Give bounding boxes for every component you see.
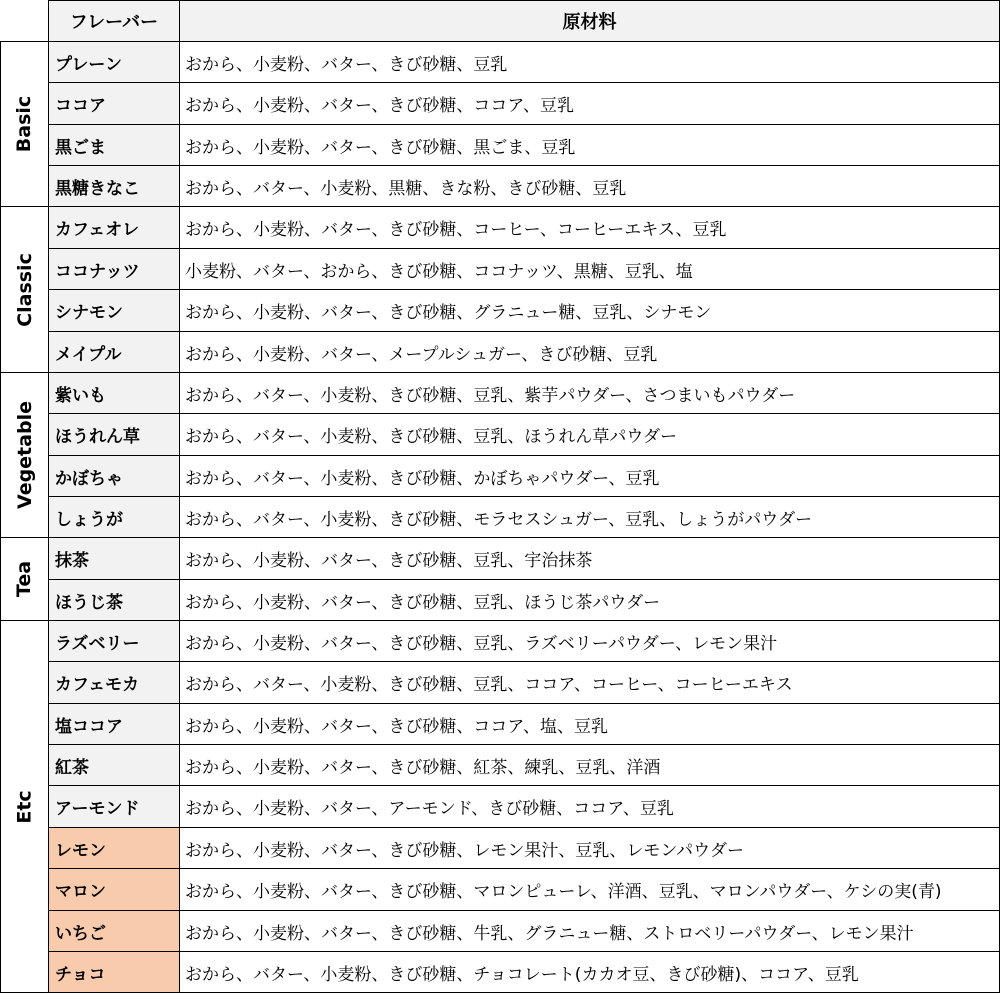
group-label-etc [0,620,49,993]
ingredients-cell: おから、バター、小麦粉、黒糖、きな粉、きび砂糖、豆乳 [179,165,1000,207]
flavor-cell: カフェオレ [48,206,180,249]
flavor-cell: 紫いも [48,372,180,414]
flavor-cell: 黒ごま [48,124,180,166]
ingredients-cell: 小麦粉、バター、おから、きび砂糖、ココナッツ、黒糖、豆乳、塩 [179,248,1000,290]
ingredients-cell: おから、小麦粉、バター、きび砂糖、ココア、豆乳 [179,82,1000,125]
flavor-cell: 黒糖きなこ [48,165,180,207]
group-label-tea [0,537,49,621]
flavor-cell: プレーン [48,41,180,83]
flavor-cell: 紅茶 [48,744,180,786]
group-label-classic [0,206,49,373]
flavor-cell: マロン [48,868,180,911]
flavor-cell: メイプル [48,331,180,373]
flavor-cell: チョコ [48,951,180,993]
ingredients-cell: おから、小麦粉、バター、きび砂糖、紅茶、練乳、豆乳、洋酒 [179,744,1000,786]
group-label-text: Classic [13,252,36,327]
ingredients-cell: おから、小麦粉、バター、きび砂糖、マロンピューレ、洋酒、豆乳、マロンパウダー、ケシの実(青) [179,868,1000,911]
ingredients-cell: おから、小麦粉、バター、メープルシュガー、きび砂糖、豆乳 [179,331,1000,373]
ingredients-cell: おから、小麦粉、バター、きび砂糖、豆乳、ほうじ茶パウダー [179,579,1000,621]
header-ingredients: 原材料 [179,0,1000,42]
ingredients-cell: おから、バター、小麦粉、きび砂糖、豆乳、紫芋パウダー、さつまいもパウダー [179,372,1000,414]
ingredients-cell: おから、小麦粉、バター、きび砂糖、豆乳 [179,41,1000,83]
ingredients-cell: おから、小麦粉、バター、きび砂糖、レモン果汁、豆乳、レモンパウダー [179,827,1000,869]
ingredients-cell: おから、バター、小麦粉、きび砂糖、かぼちゃパウダー、豆乳 [179,455,1000,497]
group-label-vegetable [0,372,49,538]
flavor-cell: いちご [48,910,180,952]
flavor-cell: 塩ココア [48,703,180,745]
group-label-text: Basic [13,95,36,153]
group-label-text: Vegetable [13,401,36,509]
ingredients-cell: おから、バター、小麦粉、きび砂糖、豆乳、ココア、コーヒー、コーヒーエキス [179,661,1000,704]
flavor-cell: ココア [48,82,180,125]
group-label-basic [0,41,49,207]
flavor-cell: ほうじ茶 [48,579,180,621]
group-label-text: Etc [13,789,36,824]
corner-cell [0,0,49,42]
flavor-cell: ラズベリー [48,620,180,662]
flavor-cell: ほうれん草 [48,413,180,456]
ingredients-cell: おから、小麦粉、バター、アーモンド、きび砂糖、ココア、豆乳 [179,785,1000,828]
flavor-cell: シナモン [48,289,180,332]
flavor-cell: アーモンド [48,785,180,828]
flavor-cell: しょうが [48,496,180,538]
group-label-text: Tea [13,560,36,598]
ingredients-cell: おから、小麦粉、バター、きび砂糖、豆乳、ラズベリーパウダー、レモン果汁 [179,620,1000,662]
flavor-cell: かぼちゃ [48,455,180,497]
ingredients-cell: おから、バター、小麦粉、きび砂糖、豆乳、ほうれん草パウダー [179,413,1000,456]
ingredients-cell: おから、小麦粉、バター、きび砂糖、豆乳、宇治抹茶 [179,537,1000,580]
flavor-cell: 抹茶 [48,537,180,580]
flavor-cell: ココナッツ [48,248,180,290]
header-flavor: フレーバー [48,0,180,42]
ingredients-cell: おから、小麦粉、バター、きび砂糖、黒ごま、豆乳 [179,124,1000,166]
ingredients-cell: おから、小麦粉、バター、きび砂糖、グラニュー糖、豆乳、シナモン [179,289,1000,332]
ingredients-cell: おから、小麦粉、バター、きび砂糖、コーヒー、コーヒーエキス、豆乳 [179,206,1000,249]
ingredients-cell: おから、バター、小麦粉、きび砂糖、モラセスシュガー、豆乳、しょうがパウダー [179,496,1000,538]
ingredients-cell: おから、小麦粉、バター、きび砂糖、ココア、塩、豆乳 [179,703,1000,745]
flavor-cell: レモン [48,827,180,869]
ingredients-cell: おから、バター、小麦粉、きび砂糖、チョコレート(カカオ豆、きび砂糖)、ココア、豆乳 [179,951,1000,993]
ingredients-cell: おから、小麦粉、バター、きび砂糖、牛乳、グラニュー糖、ストロベリーパウダー、レモン果汁 [179,910,1000,952]
flavor-cell: カフェモカ [48,661,180,704]
